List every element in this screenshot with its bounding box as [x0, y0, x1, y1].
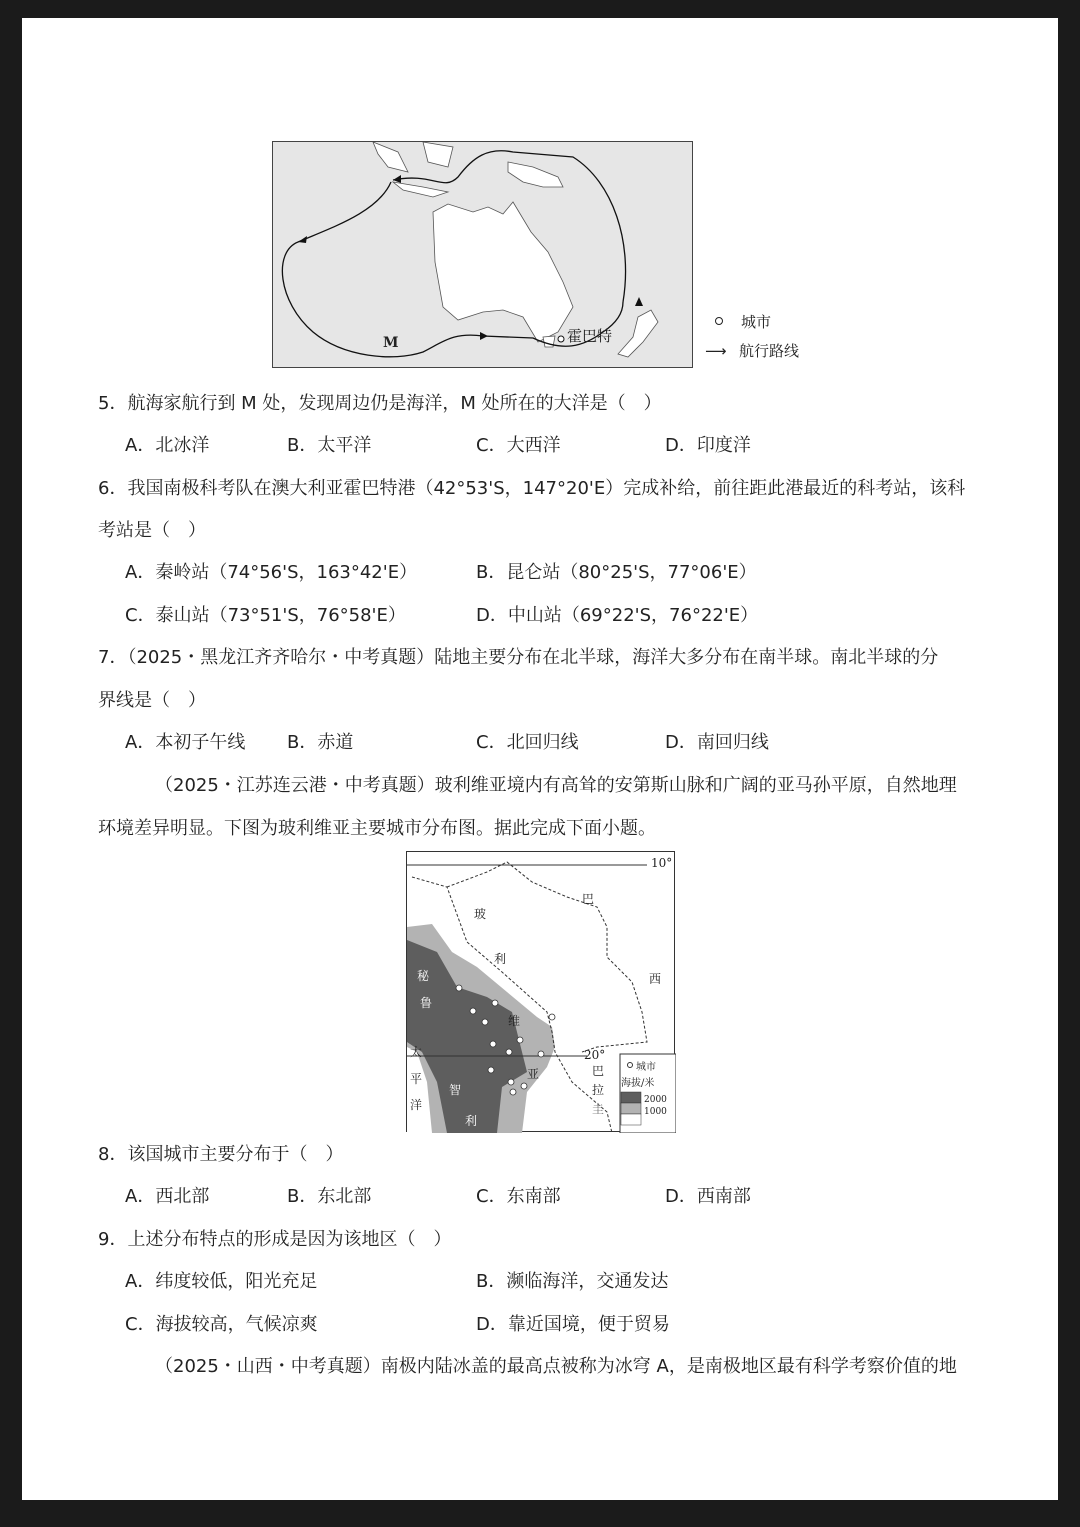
label-paraguay-la: 拉: [592, 1083, 605, 1097]
q7-stem-line1: 7．（2025・黑龙江齐齐哈尔・中考真题）陆地主要分布在北半球，海洋大多分布在南半球。南北半球的分: [98, 647, 939, 668]
label-bo: 玻: [474, 907, 487, 921]
label-chile-zhi: 智: [449, 1083, 462, 1097]
q6-option-c[interactable]: C．泰山站（73°51'S，76°58'E）: [125, 605, 406, 626]
label-peru-lu: 鲁: [420, 996, 433, 1010]
legend-1000: 1000: [644, 1107, 667, 1117]
label-paraguay-ba: 巴: [592, 1064, 605, 1078]
label-brazil-xi: 西: [649, 972, 662, 986]
city-circle-icon: [715, 317, 723, 325]
label-ya: 亚: [527, 1067, 540, 1081]
label-chile-li: 利: [465, 1114, 478, 1128]
q9-option-d[interactable]: D．靠近国境，便于贸易: [476, 1314, 670, 1335]
q8-option-c[interactable]: C．东南部: [476, 1186, 561, 1207]
q5-option-d[interactable]: D．印度洋: [665, 435, 751, 456]
label-pacific-ping: 平: [410, 1072, 423, 1086]
q7-option-a[interactable]: A．本初子午线: [125, 732, 246, 753]
q9-stem: 9．上述分布特点的形成是因为该地区（ ）: [98, 1229, 452, 1250]
q7-stem-line2: 界线是（ ）: [98, 690, 206, 711]
intro2-line1: （2025・江苏连云港・中考真题）玻利维亚境内有高耸的安第斯山脉和广阔的亚马孙平原，自然地理: [155, 775, 957, 796]
q9-option-a[interactable]: A．纬度较低，阳光充足: [125, 1271, 318, 1292]
label-m: M: [383, 335, 399, 351]
q5-stem: 5．航海家航行到 M 处，发现周边仍是海洋，M 处所在的大洋是（ ）: [98, 393, 662, 414]
q9-option-c[interactable]: C．海拔较高，气候凉爽: [125, 1314, 318, 1335]
q7-option-b[interactable]: B．赤道: [287, 732, 354, 753]
q6-option-a[interactable]: A．秦岭站（74°56'S，163°42'E）: [125, 562, 418, 583]
route-arrow-icon: ⟶: [705, 342, 727, 360]
q6-option-d[interactable]: D．中山站（69°22'S，76°22'E）: [476, 605, 759, 626]
q5-option-a[interactable]: A．北冰洋: [125, 435, 210, 456]
label-pacific-tai: 太: [410, 1045, 423, 1059]
lat-10-label: 10°: [651, 856, 673, 870]
q6-stem-line2: 考站是（ ）: [98, 520, 206, 541]
q7-option-c[interactable]: C．北回归线: [476, 732, 579, 753]
map-drawing: [407, 852, 676, 1133]
australia-route-map: [272, 141, 693, 368]
legend-2000: 2000: [644, 1095, 667, 1105]
lat-20-label: 20°: [584, 1048, 606, 1062]
q8-option-d[interactable]: D．西南部: [665, 1186, 751, 1207]
q8-option-b[interactable]: B．东北部: [287, 1186, 372, 1207]
legend-city: 城市: [636, 1062, 656, 1073]
map-legend: [705, 308, 799, 366]
q8-option-a[interactable]: A．西北部: [125, 1186, 210, 1207]
label-paraguay-gui: 圭: [592, 1102, 605, 1116]
intro2-line2: 环境差异明显。下图为玻利维亚主要城市分布图。据此完成下面小题。: [98, 818, 656, 839]
label-li: 利: [494, 952, 507, 966]
q6-option-b[interactable]: B．昆仑站（80°25'S，77°06'E）: [476, 562, 757, 583]
intro3-line1: （2025・山西・中考真题）南极内陆冰盖的最高点被称为冰穹 A，是南极地区最有科学考察价值的地: [155, 1356, 957, 1377]
label-wei: 维: [508, 1014, 521, 1028]
legend-city: 城市: [741, 313, 772, 331]
bolivia-city-map: [406, 851, 675, 1132]
q8-stem: 8．该国城市主要分布于（ ）: [98, 1144, 344, 1165]
label-brazil-ba: 巴: [582, 892, 595, 906]
q6-stem-line1: 6．我国南极科考队在澳大利亚霍巴特港（42°53'S，147°20'E）完成补给，前往距此港最近的科考站，该科: [98, 478, 966, 499]
label-pacific-yang: 洋: [410, 1098, 423, 1112]
label-peru-bi: 秘: [417, 969, 430, 983]
q5-option-b[interactable]: B．太平洋: [287, 435, 372, 456]
q9-option-b[interactable]: B．濒临海洋，交通发达: [476, 1271, 669, 1292]
q7-option-d[interactable]: D．南回归线: [665, 732, 769, 753]
q5-option-c[interactable]: C．大西洋: [476, 435, 561, 456]
legend-route: 航行路线: [739, 342, 800, 360]
label-hobart: 霍巴特: [567, 327, 613, 345]
map-drawing: [273, 142, 694, 369]
legend-elevation-title: 海拔/米: [621, 1078, 655, 1089]
